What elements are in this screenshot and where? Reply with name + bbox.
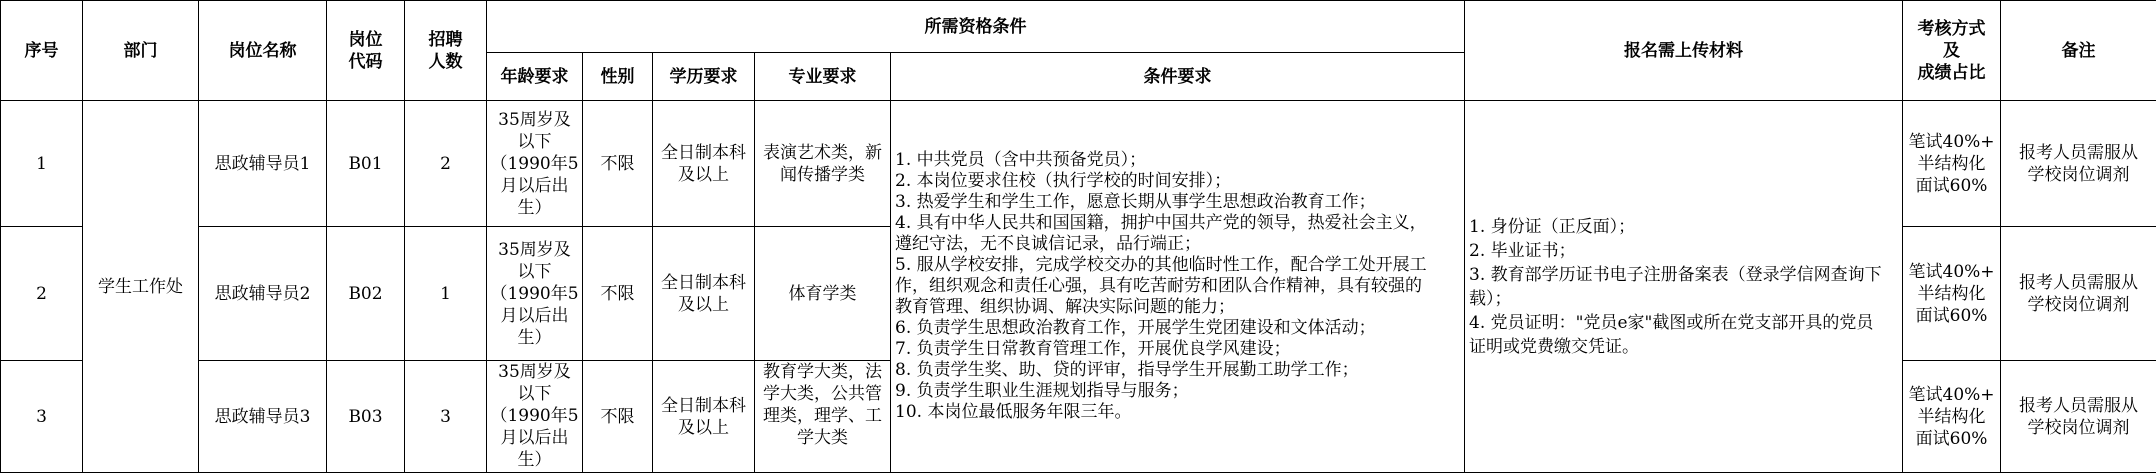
remarks-cell: 报考人员需服从 学校岗位调剂 [2001,101,2156,227]
exam-method-cell: 笔试40%+ 半结构化 面试60% [1903,227,2001,361]
header-row-top [1,1,2156,53]
major-cell: 表演艺术类，新 闻传播学类 [755,101,891,227]
age-cell: 35周岁及 以下 （1990年5 月以后出 生） [487,361,583,473]
post-code-cell: B03 [327,361,405,473]
department-cell: 学生工作处 [83,101,199,473]
education-cell: 全日制本科 及以上 [653,361,755,473]
recruit-count-cell: 3 [405,361,487,473]
header-education: 学历要求 [653,53,755,101]
table-row [1,101,2156,227]
gender-cell: 不限 [583,361,653,473]
recruit-count-cell: 1 [405,227,487,361]
seq-cell: 3 [1,361,83,473]
header-qualifications: 所需资格条件 [487,1,1465,53]
header-post-name: 岗位名称 [199,1,327,101]
seq-cell: 2 [1,227,83,361]
education-cell: 全日制本科 及以上 [653,101,755,227]
header-major: 专业要求 [755,53,891,101]
seq-cell: 1 [1,101,83,227]
post-code-cell: B01 [327,101,405,227]
remarks-cell: 报考人员需服从 学校岗位调剂 [2001,227,2156,361]
materials-cell: 1. 身份证（正反面）； 2. 毕业证书； 3. 教育部学历证书电子注册备案表（登录学信网查询下 载）； 4. 党员证明："党员e家"截图或所在党支部开具的党员 证明或党费缴交凭证。 [1465,101,1903,473]
major-cell: 体育学类 [755,227,891,361]
post-code-cell: B02 [327,227,405,361]
header-age: 年龄要求 [487,53,583,101]
conditions-cell: 1. 中共党员（含中共预备党员）； 2. 本岗位要求住校（执行学校的时间安排）； 3. 热爱学生和学生工作，愿意长期从事学生思想政治教育工作； 4. 具有中华人民共和国国籍，拥护中国共产党的领导，热爱社会主义， 遵纪守法，无不良诚信记录，品行端正； 5. 服从学校安排，完成学校交办的其他临时性工作，配合学工处开展工 作，组织观念和责任心强，具有吃苦耐劳和团队合作精神，具有较强的 教育管理、组织协调、解决实际问题的能力； 6. 负责学生思想政治教育工作，开展学生党团建设和文体活动； 7. 负责学生日常教育管理工作，开展优良学风建设； 8. 负责学生奖、助、贷的评审，指导学生开展勤工助学工作； 9. 负责学生职业生涯规划指导与服务； 10. 本岗位最低服务年限三年。 [891,101,1465,473]
header-seq: 序号 [1,1,83,101]
header-exam-method: 考核方式 及 成绩占比 [1903,1,2001,101]
age-cell: 35周岁及 以下 （1990年5 月以后出 生） [487,227,583,361]
major-cell: 教育学大类，法 学大类，公共管 理类，理学、工 学大类 [755,361,891,473]
age-cell: 35周岁及 以下 （1990年5 月以后出 生） [487,101,583,227]
post-name-cell: 思政辅导员1 [199,101,327,227]
post-name-cell: 思政辅导员3 [199,361,327,473]
exam-method-cell: 笔试40%+ 半结构化 面试60% [1903,361,2001,473]
header-remarks: 备注 [2001,1,2156,101]
remarks-cell: 报考人员需服从 学校岗位调剂 [2001,361,2156,473]
header-recruit-count: 招聘 人数 [405,1,487,101]
header-gender: 性别 [583,53,653,101]
post-name-cell: 思政辅导员2 [199,227,327,361]
recruit-count-cell: 2 [405,101,487,227]
education-cell: 全日制本科 及以上 [653,227,755,361]
gender-cell: 不限 [583,101,653,227]
header-materials: 报名需上传材料 [1465,1,1903,101]
gender-cell: 不限 [583,227,653,361]
header-department: 部门 [83,1,199,101]
exam-method-cell: 笔试40%+ 半结构化 面试60% [1903,101,2001,227]
header-conditions: 条件要求 [891,53,1465,101]
header-post-code: 岗位 代码 [327,1,405,101]
